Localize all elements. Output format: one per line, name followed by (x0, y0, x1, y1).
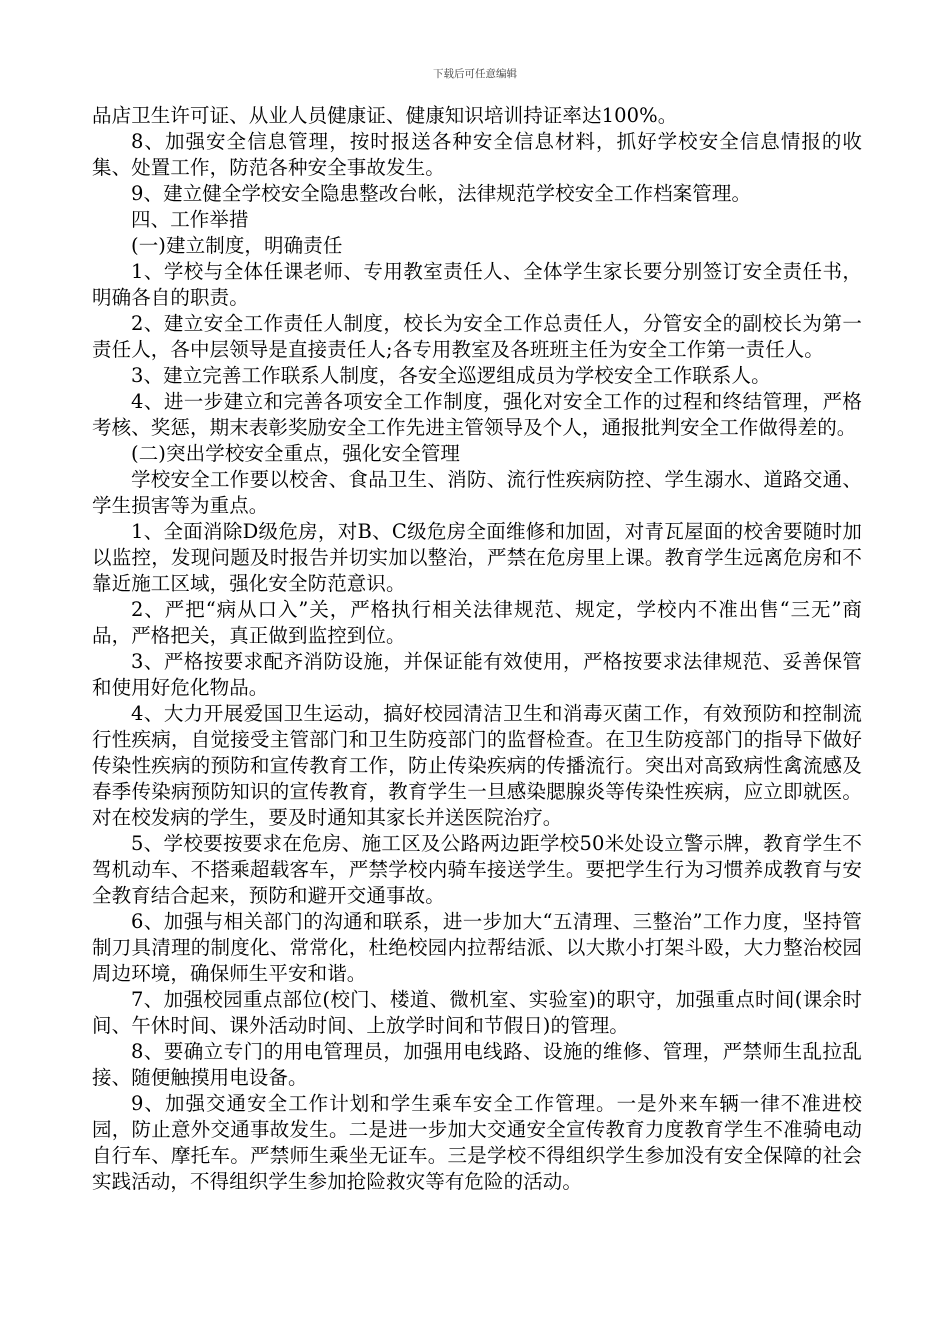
paragraph: 学校安全工作要以校舍、食品卫生、消防、流行性疾病防控、学生溺水、道路交通、学生损害等为重点。 (92, 468, 862, 517)
paragraph: 2、建立安全工作责任人制度，校长为安全工作总责任人，分管安全的副校长为第一责任人，各中层领导是直接责任人;各专用教室及各班班主任为安全工作第一责任人。 (92, 312, 862, 361)
paragraph: 1、学校与全体任课老师、专用教室责任人、全体学生家长要分别签订安全责任书，明确各自的职责。 (92, 260, 862, 309)
subsection-heading: (一)建立制度，明确责任 (131, 234, 343, 257)
paragraph: 9、加强交通安全工作计划和学生乘车安全工作管理。一是外来车辆一律不准进校园，防止意外交通事故发生。二是进一步加大交通安全宣传教育力度教育学生不准骑电动自行车、摩托车。严禁师生乘坐无证车。三是学校不得组织学生参加没有安全保障的社会实践活动，不得组织学生参加抢险救灾等有危险的活动。 (92, 1092, 862, 1193)
paragraph: 3、严格按要求配齐消防设施，并保证能有效使用，严格按要求法律规范、妥善保管和使用好危化物品。 (92, 650, 862, 699)
paragraph: 8、要确立专门的用电管理员，加强用电线路、设施的维修、管理，严禁师生乱拉乱接、随便触摸用电设备。 (92, 1040, 862, 1089)
page-header-note: 下载后可任意编辑 (433, 68, 517, 80)
paragraph: 品店卫生许可证、从业人员健康证、健康知识培训持证率达100%。 (92, 104, 678, 127)
section-heading: 四、工作举措 (131, 208, 249, 231)
paragraph: 3、建立完善工作联系人制度，各安全巡逻组成员为学校安全工作联系人。 (131, 364, 771, 387)
paragraph: 5、学校要按要求在危房、施工区及公路两边距学校50米处设立警示牌，教育学生不驾机动车、不搭乘超载客车，严禁学校内骑车接送学生。要把学生行为习惯养成教育与安全教育结合起来，预防和避开交通事故。 (92, 832, 862, 907)
subsection-heading: (二)突出学校安全重点，强化安全管理 (131, 442, 461, 465)
paragraph: 4、大力开展爱国卫生运动，搞好校园清洁卫生和消毒灭菌工作，有效预防和控制流行性疾病，自觉接受主管部门和卫生防疫部门的监督检查。在卫生防疫部门的指导下做好传染性疾病的预防和宣传教育工作，防止传染疾病的传播流行。突出对高致病性禽流感及春季传染病预防知识的宣传教育，教育学生一旦感染腮腺炎等传染性疾病，应立即就医。对在校发病的学生，要及时通知其家长并送医院治疗。 (92, 702, 862, 829)
document-body (92, 103, 862, 1195)
paragraph: 9、建立健全学校安全隐患整改台帐，法律规范学校安全工作档案管理。 (131, 182, 752, 205)
paragraph: 7、加强校园重点部位(校门、楼道、微机室、实验室)的职守，加强重点时间(课余时间、午休时间、课外活动时间、上放学时间和节假日)的管理。 (92, 988, 862, 1037)
paragraph: 4、进一步建立和完善各项安全工作制度，强化对安全工作的过程和终结管理，严格考核、奖惩，期末表彰奖励安全工作先进主管领导及个人，通报批判安全工作做得差的。 (92, 390, 862, 439)
paragraph: 8、加强安全信息管理，按时报送各种安全信息材料，抓好学校安全信息情报的收集、处置工作，防范各种安全事故发生。 (92, 130, 862, 179)
paragraph: 6、加强与相关部门的沟通和联系，进一步加大“五清理、三整治”工作力度，坚持管制刀具清理的制度化、常常化，杜绝校园内拉帮结派、以大欺小打架斗殴，大力整治校园周边环境，确保师生平安和谐。 (92, 910, 862, 985)
paragraph: 1、全面消除D级危房，对B、C级危房全面维修和加固，对青瓦屋面的校舍要随时加以监控，发现问题及时报告并切实加以整治，严禁在危房里上课。教育学生远离危房和不靠近施工区域，强化安全防范意识。 (92, 520, 862, 595)
paragraph: 2、严把“病从口入”关，严格执行相关法律规范、规定，学校内不准出售“三无”商品，严格把关，真正做到监控到位。 (92, 598, 862, 647)
